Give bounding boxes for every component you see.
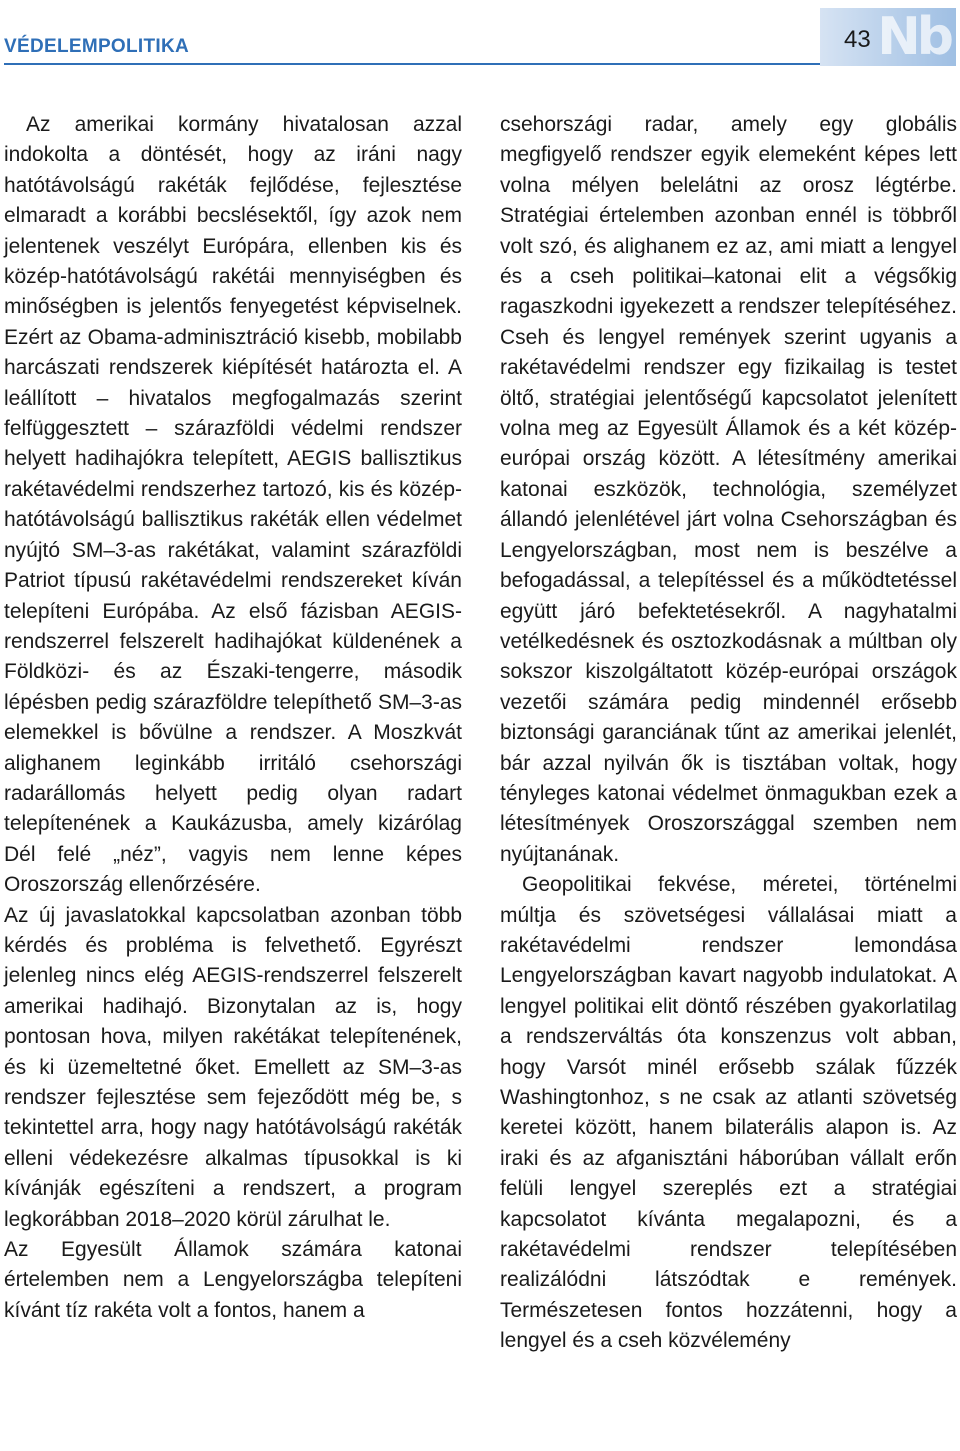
paragraph: csehországi radar, amely egy globális megfigyelő rendszer egyik elemeként képes lett volna mélyen belelátni az orosz légtérbe. Stratégiai értelemben azonban ennél is többről volt szó, és alighanem ez az, ami miatt a lengyel és a cseh politikai–katonai elit a végsőkig ragaszkodni igyekezett a rendszer telepítéséhez. Cseh és lengyel remények szerint ugyanis a rakétavédelmi rendszer egy fizikailag is testet öltő, stratégiai jelentőségű kapcsolatot jelenített volna meg az Egyesült Államok és a két közép-európai ország között. A létesítmény amerikai katonai eszközök, technológia, személyzet állandó jelenlétével járt volna Csehországban és Lengyelországban, most nem is beszélve a befogadással, a telepítéssel és a működtetéssel együtt járó befektetésekről. A nagyhatalmi vetélkedésnek és osztozkodásnak a múltban oly sokszor kiszolgáltatott közép-európai országok vezetői számára pedig mindennél erősebb biztonsági garanciának tűnt az amerikai jelenlét, bár azzal nyilván ők is tisztában voltak, hogy tényleges katonai védelmet önmagukban ezek a létesítmények Oroszországgal szemben nem nyújtanának. [500,113,957,866]
left-column [4,110,462,1326]
paragraph: Az Egyesült Államok számára katonai értelemben nem a Lengyelországba telepíteni kívánt tíz rakéta volt a fontos, hanem a [4,1238,462,1322]
page-number-box [820,8,956,66]
right-column [500,110,957,1357]
paragraph: Az amerikai kormány hivatalosan azzal indokolta a döntését, hogy az iráni nagy hatótávolságú rakéták fejlődése, fejlesztése elmaradt a korábbi becslésektől, így azok nem jelentenek veszélyt Európára, ellenben kis és közép-hatótávolságú rakétái mennyiségben és minőségben is jelentős fenyegetést képviselnek. Ezért az Obama-adminisztráció kisebb, mobilabb harcászati rendszerek kiépítését határozta el. A leállított – hivatalos megfogalmazás szerint felfüggesztett – szárazföldi védelmi rendszer helyett hadihajókra telepített, AEGIS ballisztikus rakétavédelmi rendszerhez tartozó, kis és közép-hatótávolságú ballisztikus rakéták ellen védelmet nyújtó SM–3-as rakétákat, valamint szárazföldi Patriot típusú rakétavédelmi rendszereket kíván telepíteni Európába. Az első fázisban AEGIS-rendszerrel felszerelt hadihajókat küldenének a Földközi- és az Északi-tengerre, második lépésben pedig szárazföldre telepíthető SM–3-as elemekkel is bővülne a rendszer. A Moszkvát alighanem leginkább irritáló csehországi radarállomás helyett pedig olyan radart telepítenének a Kaukázusba, amely kizárólag Dél felé „néz”, vagyis nem lenne képes Oroszország ellenőrzésére. [4,113,462,897]
logo: Nb [877,8,950,66]
page-number: 43 [844,26,871,53]
paragraph: Geopolitikai fekvése, méretei, történelmi múltja és szövetségesi vállalásai miatt a rakétavédelmi rendszer lemondása Lengyelországban kavart nagyobb indulatokat. A lengyel politikai elit döntő részében gyakorlatilag a rendszerváltás óta konszenzus volt abban, hogy Varsót minél erősebb szálak fűzzék Washingtonhoz, s ne csak az atlanti szövetség keretei között, hanem bilaterális alapon is. Az iraki és az afganisztáni háborúban vállalt erőn felüli lengyel szereplés ezt a stratégiai kapcsolatot kívánta megalapozni, és a rakétavédelmi rendszer telepítésében realizálódni látszódtak e remények. Természetesen fontos hozzátenni, hogy a lengyel és a cseh közvélemény [500,873,957,1353]
section-title: VÉDELEMPOLITIKA [4,36,190,57]
paragraph: Az új javaslatokkal kapcsolatban azonban több kérdés és probléma is felvethető. Egyrészt jelenleg nincs elég AEGIS-rendszerrel felszerelt amerikai hadihajó. Bizonytalan az is, hogy pontosan hova, milyen rakétákat telepítenének, és ki üzemeltetné őket. Emellett az SM–3-as rendszer fejlesztése sem fejeződött még be, s tekintettel arra, hogy nagy hatótávolságú rakéták elleni védekezésre alkalmas típusokkal is ki kívánják egészíteni a rendszert, a program legkorábban 2018–2020 körül zárulhat le. [4,903,462,1231]
header-rule [4,63,820,65]
page-header [0,0,960,66]
